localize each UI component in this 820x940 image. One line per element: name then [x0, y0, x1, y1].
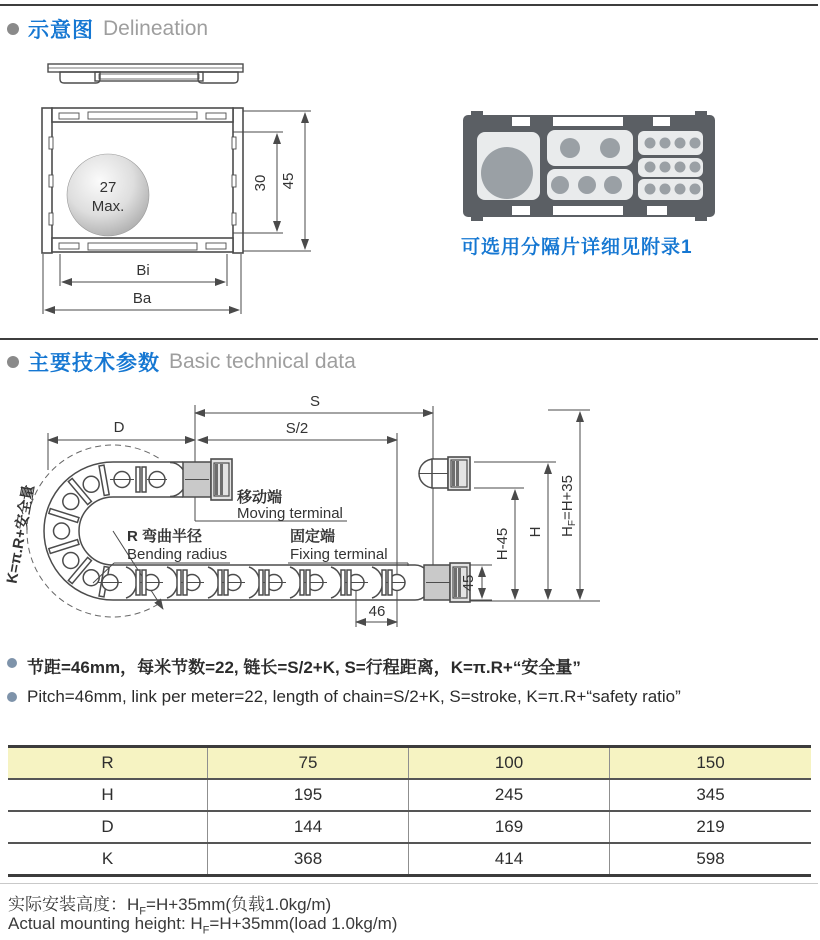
- lid-drawing: [48, 64, 243, 83]
- table-cell: H: [8, 780, 208, 810]
- hf-main: H: [559, 526, 576, 537]
- section-bullet-icon: [7, 23, 19, 35]
- section-header-technical: [7, 347, 356, 377]
- table-cell: 598: [696, 849, 725, 868]
- footer-divider: [0, 883, 818, 884]
- footer-en-sub: F: [202, 924, 210, 937]
- table-row: [8, 844, 811, 874]
- fixing-terminal-zh: 固定端: [290, 528, 336, 545]
- table-cell: 169: [409, 812, 610, 842]
- table-cell: 195: [208, 780, 409, 810]
- footer-zh-prefix: 实际安装高度：H: [8, 895, 140, 914]
- section-title-zh: 示意图: [28, 19, 94, 42]
- moving-terminal-zh: 移动端: [237, 489, 283, 506]
- safety-formula-label: K=π.R+安全量: [3, 483, 38, 585]
- table-cell: 414: [409, 844, 610, 874]
- section-header-delineation: [7, 14, 208, 44]
- footer-en-prefix: Actual mounting height: H: [8, 914, 203, 933]
- dim-d-label: D: [113, 419, 125, 436]
- table-header-cell: 150: [696, 753, 725, 772]
- cross-section-figure: [15, 55, 345, 335]
- note-en: [7, 687, 681, 707]
- note-en-text: Pitch=46mm, link per meter=22, length of chain=S/2+K, S=stroke, K=π.R+“safety ratio”: [27, 687, 681, 706]
- chain-links: [98, 567, 405, 598]
- table-header-row: [8, 748, 811, 780]
- dim-outer-height-label: 45: [280, 172, 297, 190]
- hf-sub: F: [567, 520, 578, 527]
- section-bullet-icon: [7, 356, 19, 368]
- chain-top-run: [110, 459, 232, 500]
- footer-en: [8, 914, 397, 936]
- section-title-zh: 主要技术参数: [28, 352, 160, 375]
- dim-pitch-label: 46: [368, 603, 386, 620]
- section-title-en: Basic technical data: [169, 350, 356, 373]
- table-cell: K: [8, 844, 208, 874]
- table-cell: 144: [208, 812, 409, 842]
- section-divider-middle: [0, 338, 818, 340]
- max-cable-sphere: [67, 154, 149, 236]
- dim-h45-label: H-45: [494, 527, 511, 561]
- section-divider-top: [0, 4, 818, 6]
- separator-caption: 可选用分隔片详细见附录1: [461, 237, 693, 258]
- table-header-cell: 75: [208, 748, 409, 778]
- table-cell: 345: [696, 785, 725, 804]
- hf-rest: =H+35: [559, 475, 576, 521]
- dim-h-label: H: [527, 526, 544, 538]
- footer-zh-sub: F: [139, 905, 147, 918]
- table-cell: D: [8, 812, 208, 842]
- table-header-cell: R: [8, 748, 208, 778]
- footer-zh-suffix: =H+35mm(负载1.0kg/m): [146, 895, 332, 914]
- section-title-en: Delineation: [103, 17, 209, 40]
- dim-outer-width-label: Ba: [132, 290, 152, 307]
- table-header-cell: 100: [409, 748, 610, 778]
- dim-inner-height-label: 30: [252, 174, 269, 192]
- dim-hf-label: [559, 475, 578, 537]
- table-cell: 245: [409, 780, 610, 810]
- dim-link-height-label: 45: [460, 574, 477, 592]
- table-cell: 368: [208, 844, 409, 874]
- sphere-max-label: Max.: [91, 198, 125, 215]
- note-bullet-icon: [7, 692, 17, 702]
- fixing-terminal-en: Fixing terminal: [290, 546, 388, 563]
- lifted-terminal: [419, 457, 470, 490]
- table-cell: 219: [696, 817, 725, 836]
- table-row: [8, 780, 811, 812]
- dim-s2-label: S/2: [285, 420, 309, 437]
- bending-radius-en: Bending radius: [127, 546, 228, 563]
- dim-s-label: S: [309, 393, 321, 410]
- bending-radius-zh: R 弯曲半径: [127, 528, 203, 545]
- chain-bottom-run: [98, 563, 470, 602]
- separator-photo: [461, 111, 717, 221]
- footer-en-suffix: =H+35mm(load 1.0kg/m): [209, 914, 398, 933]
- table-row: [8, 812, 811, 844]
- note-zh: [7, 653, 581, 678]
- note-bullet-icon: [7, 658, 17, 668]
- note-zh-text: 节距=46mm，每米节数=22, 链长=S/2+K, S=行程距离，K=π.R+“安全量”: [27, 658, 581, 677]
- sphere-diameter-label: 27: [99, 179, 117, 196]
- separator-compartments: [477, 130, 703, 200]
- spec-table: [8, 745, 811, 877]
- moving-terminal-en: Moving terminal: [237, 505, 343, 522]
- chain-drawing: [0, 380, 820, 642]
- dim-inner-width-label: Bi: [136, 262, 150, 279]
